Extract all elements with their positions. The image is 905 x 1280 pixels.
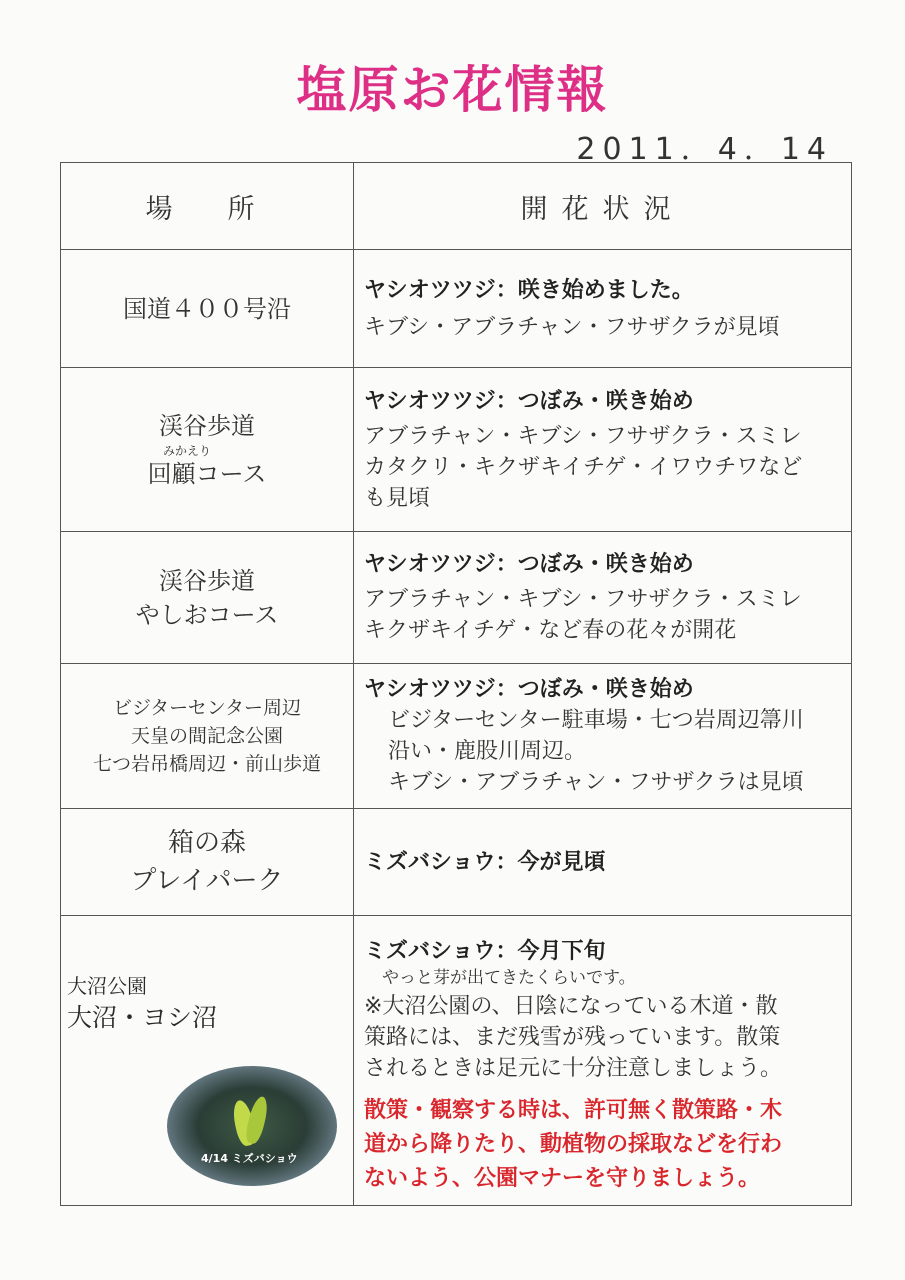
status-cell	[354, 916, 852, 1206]
status-line: アブラチャン・キブシ・フサザクラ・スミレ	[364, 423, 802, 449]
header-status: 開花状況	[354, 163, 852, 250]
table-row	[61, 916, 852, 1206]
status-line: されるときは足元に十分注意しましょう。	[364, 1056, 783, 1081]
status-cell	[354, 809, 852, 916]
warning-line: 道から降りたり、動植物の採取などを行わ	[364, 1132, 783, 1157]
place-cell	[61, 368, 354, 532]
place-name: やしおコース	[135, 600, 279, 629]
flower-info-table	[60, 162, 852, 1206]
status-cell	[354, 368, 852, 532]
place-name: ビジターセンター周辺	[112, 697, 302, 719]
status-cell	[354, 664, 852, 809]
status-line: キブシ・アブラチャン・フサザクラが見頃	[364, 314, 780, 340]
place-name: 箱の森	[167, 828, 246, 858]
status-line: カタクリ・キクザキイチゲ・イワウチワなど	[364, 454, 803, 480]
table-row	[61, 250, 852, 368]
place-name: 渓谷歩道	[159, 411, 255, 440]
status-line: 策路には、まだ残雪が残っています。散策	[364, 1025, 781, 1050]
status-main: ミズバショウ：今が見頃	[364, 849, 606, 875]
place-ruby: みかえり	[162, 443, 211, 458]
status-main: ヤシオツツジ：つぼみ・咲き始め	[364, 677, 694, 702]
place-cell	[61, 916, 354, 1206]
skunk-cabbage-photo	[167, 1066, 337, 1186]
place-cell	[61, 532, 354, 664]
status-cell	[354, 532, 852, 664]
warning-line: ないよう、公園マナーを守りましょう。	[364, 1166, 761, 1191]
header-place: 場 所	[61, 163, 354, 250]
status-line: アブラチャン・キブシ・フサザクラ・スミレ	[364, 587, 802, 612]
photo-caption: 4/14 ミズバショウ	[201, 1152, 298, 1165]
place-name: 大沼公園	[67, 974, 147, 998]
page-title: 塩原お花情報	[296, 61, 609, 119]
table-row	[61, 809, 852, 916]
warning-line: 散策・観察する時は、許可無く散策路・木	[364, 1098, 783, 1123]
place-name: 渓谷歩道	[159, 566, 255, 595]
status-main: ヤシオツツジ：つぼみ・咲き始め	[364, 388, 694, 414]
status-cell	[354, 250, 852, 368]
place-name: 天皇の間記念公園	[130, 725, 283, 747]
place-name: プレイパーク	[130, 866, 284, 896]
table-row	[61, 532, 852, 664]
status-line: ビジターセンター駐車場・七つ岩周辺箒川	[388, 708, 804, 733]
date: 2011．4．14	[576, 132, 833, 167]
place-name: 七つ岩吊橋周辺・前山歩道	[92, 753, 321, 775]
place-name: 大沼・ヨシ沼	[67, 1003, 218, 1032]
place-cell	[61, 809, 354, 916]
status-line: も見頃	[364, 485, 431, 511]
status-main: ミズバショウ：今月下旬	[364, 939, 606, 964]
place-name: 回顧コース	[147, 459, 267, 488]
status-line: キブシ・アブラチャン・フサザクラは見頃	[388, 770, 804, 795]
warning-text	[364, 1094, 841, 1196]
table-row	[61, 368, 852, 532]
place-cell	[61, 664, 354, 809]
place-cell	[61, 250, 354, 368]
status-line: ※大沼公園の、日陰になっている木道・散	[364, 994, 778, 1019]
table-header-row	[61, 163, 852, 250]
status-line: 沿い・鹿股川周辺。	[388, 739, 587, 764]
place-name: 国道４００号沿	[123, 294, 291, 323]
status-main: ヤシオツツジ：つぼみ・咲き始め	[364, 552, 694, 577]
table-row	[61, 664, 852, 809]
status-note: やっと芽が出てきたくらいです。	[382, 968, 636, 988]
status-main: ヤシオツツジ：咲き始めました。	[364, 277, 694, 303]
status-line: キクザキイチゲ・など春の花々が開花	[364, 618, 737, 643]
